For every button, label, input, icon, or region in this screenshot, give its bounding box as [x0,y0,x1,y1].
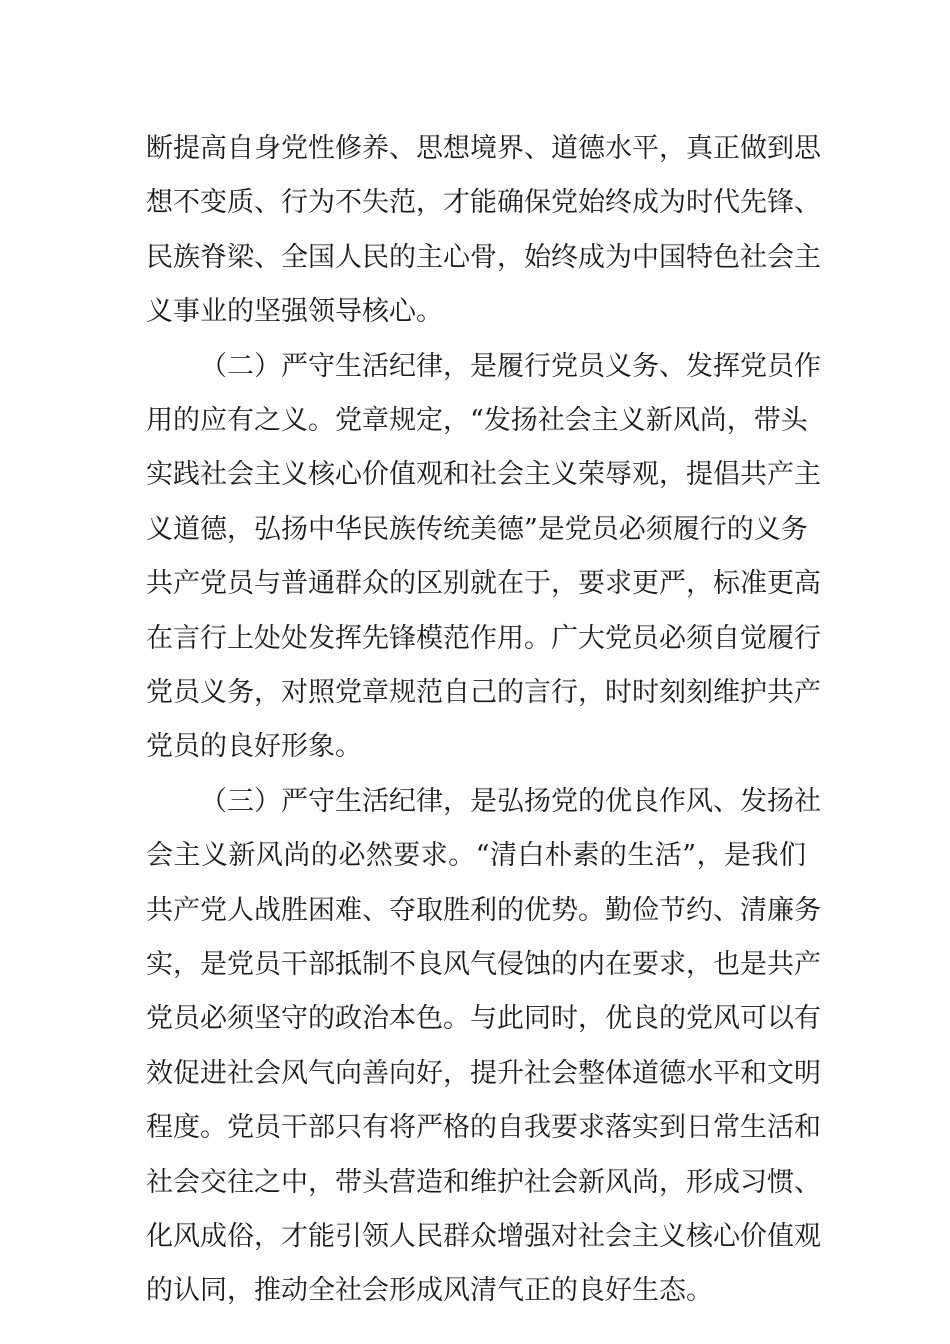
text-line: 党员义务，对照党章规范自己的言行，时时刻刻维护共产 [146,677,821,708]
text-line: 想不变质、行为不失范，才能确保党始终成为时代先锋、 [146,187,821,218]
text-line: 用的应有之义。党章规定，“发扬社会主义新风尚，带头 [146,405,808,436]
text-line: 实，是党员干部抵制不良风气侵蚀的内在要求，也是共产 [146,949,821,980]
text-line: 义事业的坚强领导核心。 [146,296,443,327]
text-line: 实践社会主义核心价值观和社会主义荣辱观，提倡共产主 [146,459,821,490]
text-line: （三）严守生活纪律，是弘扬党的优良作风、发扬社 [200,786,821,817]
text-line: 程度。党员干部只有将严格的自我要求落实到日常生活和 [146,1112,821,1143]
text-line: 断提高自身党性修养、思想境界、道德水平，真正做到思 [146,133,821,164]
text-line: 党员的良好形象。 [146,731,362,762]
text-line: 会主义新风尚的必然要求。“清白朴素的生活”，是我们 [146,840,806,871]
text-line: 化风成俗，才能引领人民群众增强对社会主义核心价值观 [146,1221,821,1252]
text-line: 社会交往之中，带头营造和维护社会新风尚，形成习惯、 [146,1167,821,1198]
text-line: 的认同，推动全社会形成风清气正的良好生态。 [146,1275,713,1306]
text-line: 效促进社会风气向善向好，提升社会整体道德水平和文明 [146,1058,821,1089]
text-line: 共产党员与普通群众的区别就在于，要求更严，标准更高 [146,568,821,599]
text-line: （二）严守生活纪律，是履行党员义务、发挥党员作 [200,351,821,382]
text-line: 在言行上处处发挥先锋模范作用。广大党员必须自觉履行 [146,623,821,654]
text-line: 民族脊梁、全国人民的主心骨，始终成为中国特色社会主 [146,242,821,273]
text-line: 共产党人战胜困难、夺取胜利的优势。勤俭节约、清廉务 [146,895,821,926]
text-line: 党员必须坚守的政治本色。与此同时，优良的党风可以有 [146,1003,821,1034]
text-line: 义道德，弘扬中华民族传统美德”是党员必须履行的义务 [146,514,808,545]
